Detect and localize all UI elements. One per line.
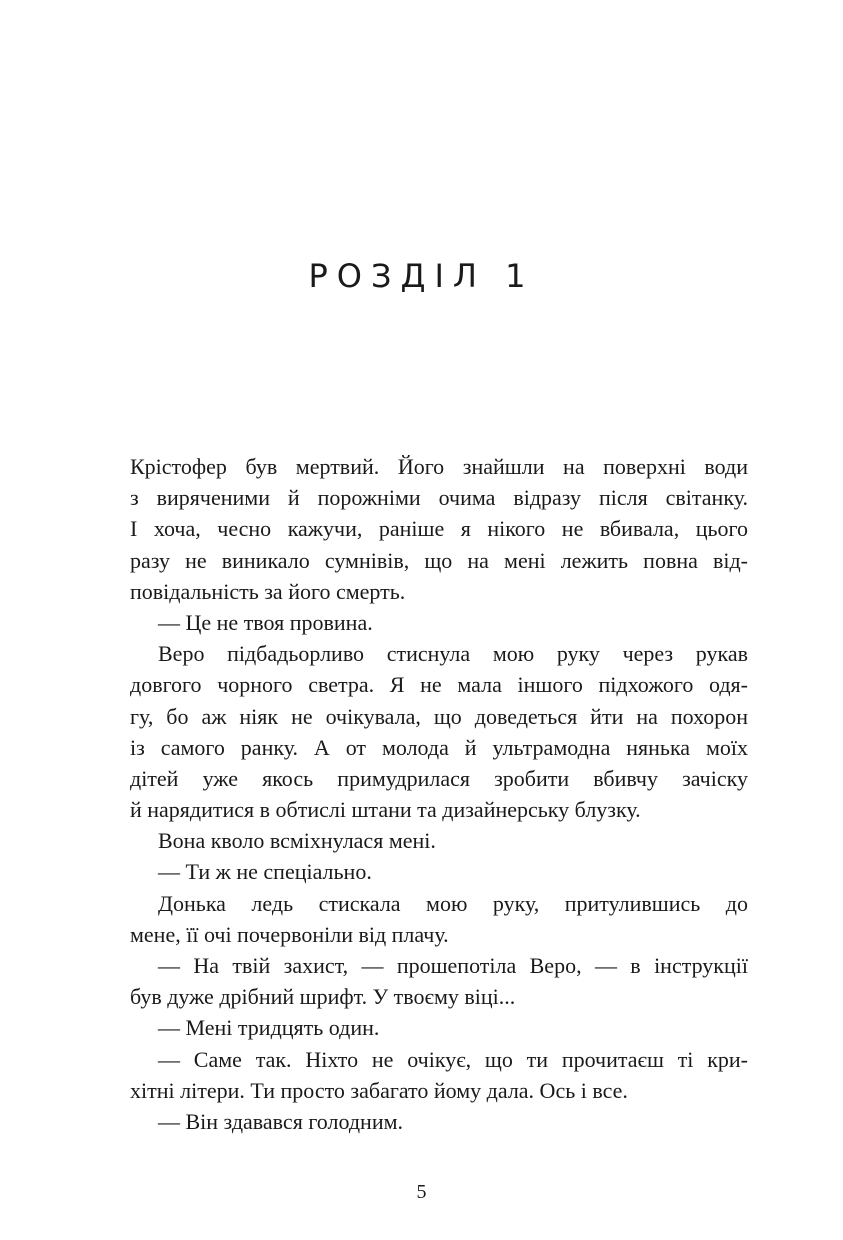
- text-line: хітні літери. Ти просто забагато йому дала. Ось і все.: [130, 1077, 628, 1103]
- text-line: Крістофер був мертвий. Його знайшли на поверхні води: [130, 454, 748, 479]
- text-line: й нарядитися в обтислі штани та дизайнерську блузку.: [130, 797, 641, 823]
- text-line: І хоча, чесно кажучи, раніше я нікого не вбивала, цього: [130, 516, 748, 542]
- text-line: — Саме так. Ніхто не очікує, що ти прочитаєш ті кри-: [158, 1046, 748, 1072]
- text-line: гу, бо аж ніяк не очікувала, що доведеться йти на похорон: [130, 703, 748, 729]
- text-line: — Мені тридцять один.: [158, 1015, 380, 1041]
- text-line: Донька ледь стискала мою руку, притулившись до: [158, 890, 748, 916]
- text-line: із самого ранку. А от молода й ультрамодна нянька моїх: [130, 734, 748, 760]
- chapter-title: РОЗДІЛ 1: [308, 257, 535, 295]
- text-line: мене, її очі почервоніли від плачу.: [130, 921, 449, 947]
- text-line: — На твій захист, — прошепотіла Веро, — в інструкції: [158, 953, 748, 978]
- text-line: — Він здавався голодним.: [158, 1108, 404, 1134]
- text-line: з виряченими й порожніми очима відразу після світанку.: [130, 485, 748, 511]
- text-line: — Ти ж не спеціально.: [158, 859, 372, 885]
- body-text: [130, 451, 748, 1137]
- text-line: разу не виникало сумнівів, що на мені лежить повна від-: [130, 547, 748, 573]
- text-line: — Це не твоя провина.: [158, 609, 373, 635]
- text-line: Веро підбадьорливо стиснула мою руку через рукав: [158, 641, 748, 667]
- text-line: повідальність за його смерть.: [130, 578, 406, 604]
- text-line: дітей уже якось примудрилася зробити вбивчу зачіску: [130, 765, 748, 791]
- page-number: 5: [416, 1181, 427, 1203]
- text-line: довгого чорного светра. Я не мала іншого підхожого одя-: [130, 672, 748, 698]
- text-line: Вона кволо всміхнулася мені.: [158, 828, 436, 854]
- text-line: був дуже дрібний шрифт. У твоєму віці...: [130, 984, 516, 1010]
